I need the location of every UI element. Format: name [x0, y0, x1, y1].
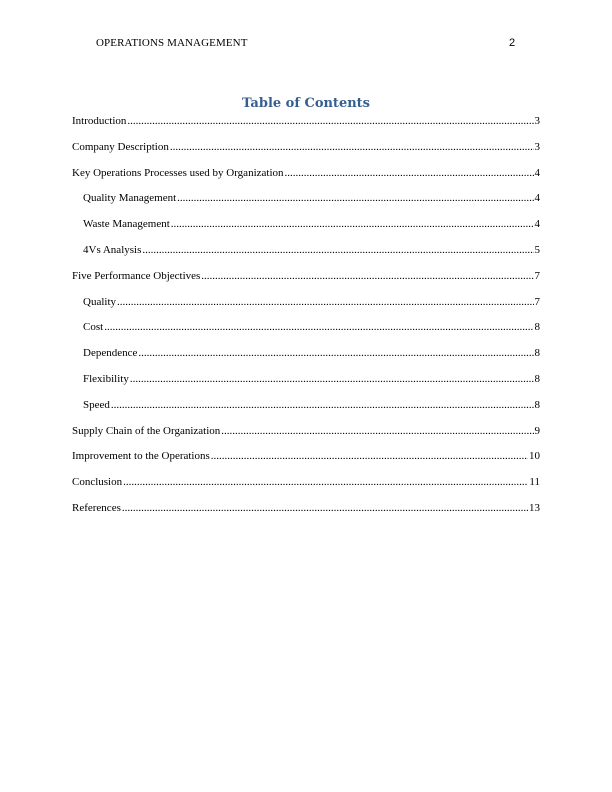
- toc-entry-label[interactable]: Supply Chain of the Organization: [72, 424, 221, 437]
- toc-entry[interactable]: [72, 166, 540, 192]
- toc-entry[interactable]: [72, 191, 540, 217]
- toc-entry-label[interactable]: Conclusion: [72, 476, 123, 489]
- toc-dot-leader: [122, 501, 528, 515]
- toc-entry[interactable]: [72, 424, 540, 450]
- toc-entry-label[interactable]: Waste Management: [83, 218, 170, 231]
- toc-dot-leader: [127, 114, 533, 128]
- toc-entry-page[interactable]: 11: [529, 476, 540, 489]
- toc-entry[interactable]: [72, 217, 540, 243]
- toc-entry[interactable]: [72, 243, 540, 269]
- toc-entry-page[interactable]: 3: [534, 115, 540, 127]
- toc-dot-leader: [111, 398, 534, 412]
- toc-dot-leader: [104, 320, 533, 334]
- toc-entry-page[interactable]: 4: [534, 166, 540, 179]
- page-number: 2: [509, 37, 516, 49]
- toc-entry-label[interactable]: Flexibility: [83, 372, 129, 385]
- toc-entry[interactable]: [72, 346, 540, 372]
- toc-dot-leader: [177, 191, 533, 205]
- toc-entry-label[interactable]: Quality Management: [83, 192, 177, 205]
- toc-entry-page[interactable]: 9: [534, 424, 540, 437]
- toc-entry[interactable]: [72, 269, 540, 295]
- toc-entry-label[interactable]: Company Description: [72, 140, 169, 153]
- toc-dot-leader: [138, 346, 533, 360]
- toc-entry-page[interactable]: 4: [534, 218, 540, 231]
- toc-entry-label[interactable]: Improvement to the Operations: [72, 450, 210, 463]
- toc-entry[interactable]: [72, 372, 540, 398]
- toc-entry-page[interactable]: 13: [529, 501, 540, 514]
- toc-dot-leader: [285, 166, 534, 180]
- toc-entry-label[interactable]: 4Vs Analysis: [83, 243, 142, 256]
- toc-title: Table of Contents: [242, 96, 370, 111]
- toc-dot-leader: [211, 449, 528, 463]
- toc-entry-label[interactable]: References: [72, 501, 121, 514]
- toc-entry-page[interactable]: 7: [534, 269, 540, 282]
- toc-entry-page[interactable]: 8: [534, 347, 540, 360]
- toc-entry-label[interactable]: Cost: [83, 321, 104, 334]
- toc-entry-label[interactable]: Five Performance Objectives: [72, 269, 201, 282]
- toc-entry-page[interactable]: 8: [534, 372, 540, 385]
- toc-dot-leader: [142, 243, 533, 257]
- toc-dot-leader: [171, 217, 534, 231]
- toc-entry[interactable]: [72, 295, 540, 321]
- toc-entry-page[interactable]: 10: [529, 450, 540, 463]
- toc-dot-leader: [170, 140, 534, 154]
- toc-entry[interactable]: [72, 501, 540, 527]
- toc-entry-page[interactable]: 8: [534, 321, 540, 334]
- toc-entry-label[interactable]: Key Operations Processes used by Organization: [72, 166, 284, 179]
- toc-entry-page[interactable]: 8: [534, 398, 540, 411]
- toc-entry-page[interactable]: 5: [534, 243, 540, 256]
- toc-entry[interactable]: [72, 114, 540, 140]
- toc-list: [72, 114, 540, 527]
- toc-entry-label[interactable]: Introduction: [72, 115, 127, 127]
- toc-dot-leader: [201, 269, 533, 283]
- toc-dot-leader: [130, 372, 534, 386]
- toc-dot-leader: [117, 295, 534, 309]
- toc-entry[interactable]: [72, 398, 540, 424]
- toc-entry-page[interactable]: 4: [534, 192, 540, 205]
- toc-entry-label[interactable]: Quality: [83, 295, 116, 308]
- toc-entry[interactable]: [72, 475, 540, 501]
- toc-entry[interactable]: [72, 320, 540, 346]
- toc-entry[interactable]: [72, 140, 540, 166]
- toc-entry-label[interactable]: Dependence: [83, 347, 138, 360]
- toc-dot-leader: [221, 424, 533, 438]
- toc-entry-page[interactable]: 3: [534, 140, 540, 153]
- toc-entry-label[interactable]: Speed: [83, 398, 110, 411]
- toc-dot-leader: [123, 475, 528, 489]
- toc-entry-page[interactable]: 7: [534, 295, 540, 308]
- running-head: OPERATIONS MANAGEMENT: [96, 37, 248, 49]
- toc-entry[interactable]: [72, 449, 540, 475]
